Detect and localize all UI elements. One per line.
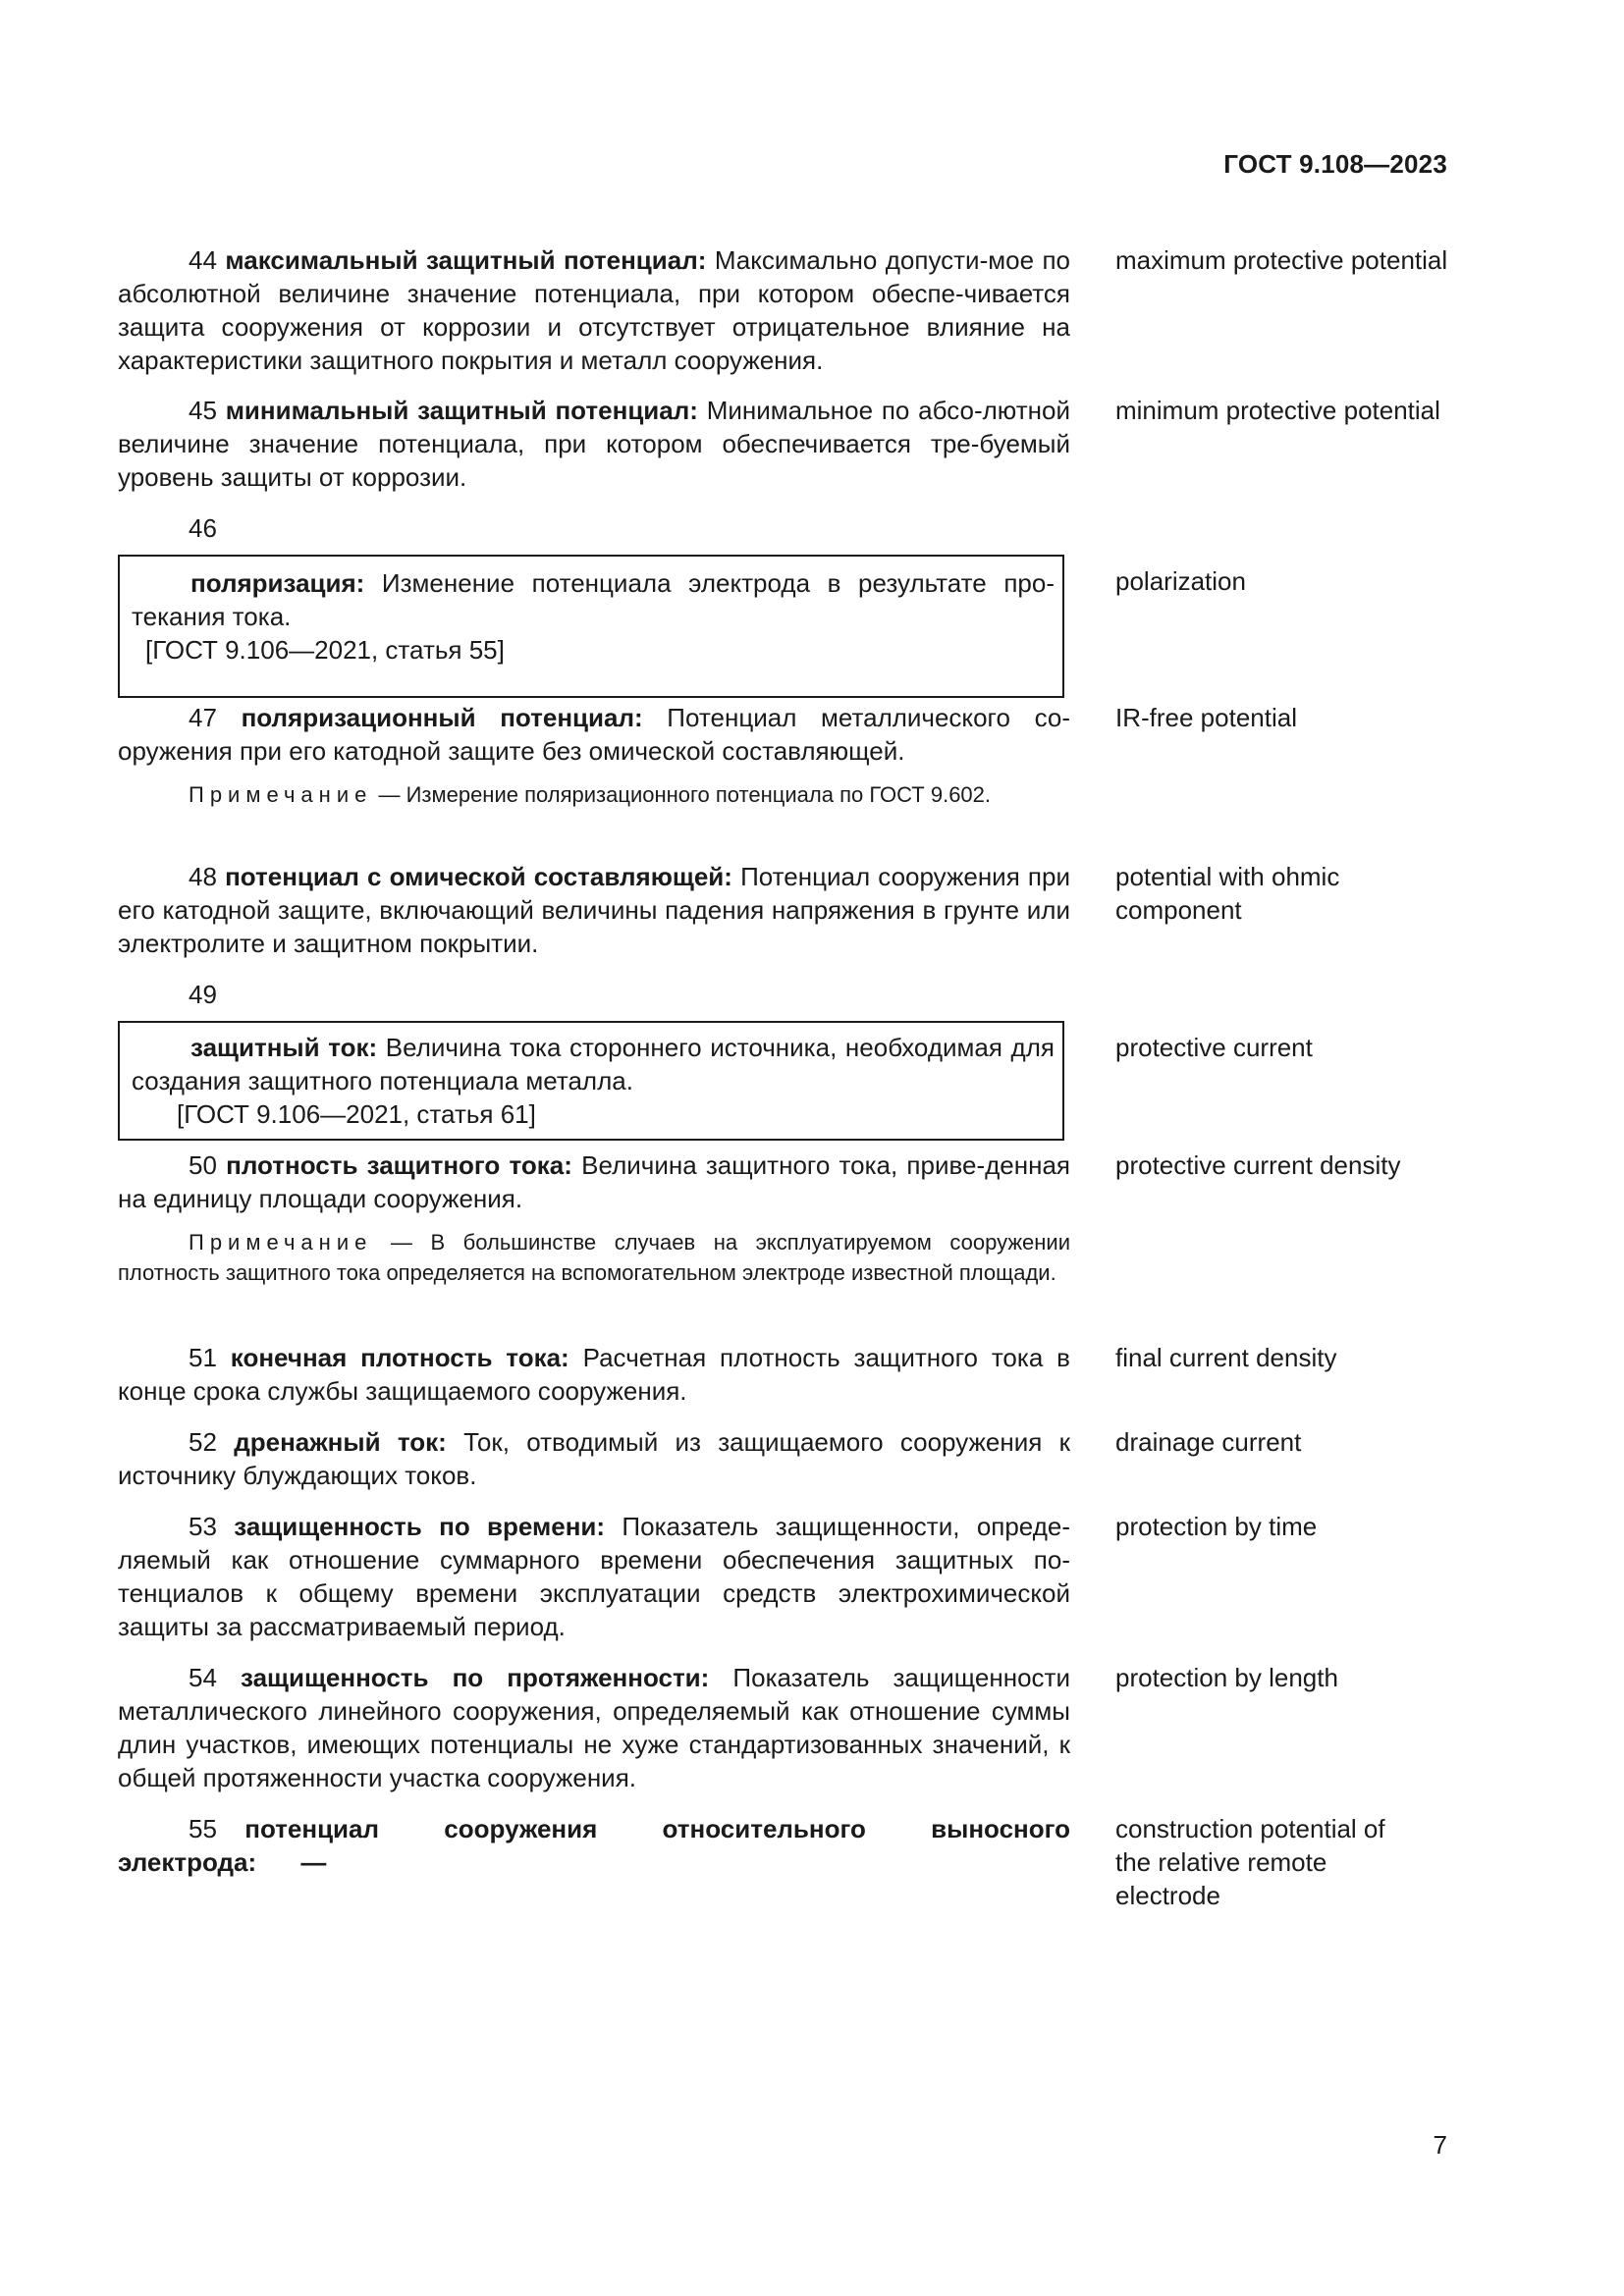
- definition-body: Показатель защищенности металлического линейного сооружения, определяемый как отношение суммы длин участков, имеющих потенциалы не хуже стандартизованных значений, к общей протяженности участка сооружения.: [118, 1663, 1070, 1792]
- definition-text: [118, 1341, 1070, 1408]
- term-title: защищенность по протяженности:: [241, 1663, 710, 1692]
- definition-body: Потенциал металлического со-оружения при его катодной защите без омической составляющей.: [118, 703, 1070, 766]
- definition-text: [118, 1812, 1070, 1879]
- source-reference: [ГОСТ 9.106—2021, статья 61]: [177, 1099, 536, 1129]
- term-title: потенциал сооружения относительного выносного электрода: —: [118, 1814, 1071, 1877]
- page-number: 7: [1433, 2130, 1447, 2160]
- term-title: конечная плотность тока:: [230, 1343, 569, 1372]
- definition-text: [118, 701, 1070, 768]
- english-equivalent: protection by time: [1115, 1512, 1318, 1541]
- term-title: максимальный защитный потенциал:: [225, 245, 707, 275]
- definition-body: Потенциал сооружения при его катодной защите, включающий величины падения напряжения в грунте или электролите и защитном покрытии.: [118, 862, 1070, 958]
- definition-text: [118, 1148, 1070, 1215]
- reference-term-box: [118, 1021, 1064, 1141]
- entry-number: 51: [189, 1343, 217, 1372]
- english-equivalent: construction potential of the relative remote electrode: [1115, 1814, 1385, 1910]
- entry-number: 47: [189, 703, 217, 732]
- english-equivalent: maximum protective potential: [1115, 245, 1448, 275]
- definition-text: [118, 394, 1070, 494]
- english-equivalent: protective current density: [1115, 1150, 1401, 1180]
- note-text: — В большинстве случаев на эксплуатируемом сооружении плотность защитного тока определяется на вспомогательном электроде известной площади.: [118, 1230, 1070, 1285]
- entry-number: 52: [189, 1427, 217, 1457]
- english-equivalent: drainage current: [1115, 1427, 1302, 1457]
- entry-number: 53: [189, 1512, 217, 1541]
- entry-number: 46: [189, 513, 217, 543]
- definition-text: [118, 860, 1070, 960]
- reference-term-box: [118, 555, 1064, 698]
- english-equivalent: protective current: [1115, 1033, 1313, 1062]
- english-equivalent: final current density: [1115, 1343, 1337, 1372]
- term-title: потенциал с омической составляющей:: [225, 862, 732, 891]
- english-equivalent: polarization: [1115, 566, 1246, 596]
- definition-text: [118, 1510, 1070, 1643]
- definition-body: Ток, отводимый из защищаемого сооружения к источнику блуждающих токов.: [118, 1427, 1070, 1490]
- source-reference: [ГОСТ 9.106—2021, статья 55]: [145, 635, 505, 665]
- definition-body: Максимально допусти-мое по абсолютной величине значение потенциала, при котором обеспе-чивается защита сооружения от коррозии и отсутствует отрицательное влияние на характеристики защитного покрытия и металл сооружения.: [118, 245, 1070, 375]
- document-code-header: ГОСТ 9.108—2023: [1223, 149, 1447, 179]
- definition-text: [132, 566, 1055, 667]
- definition-body: Расчетная плотность защитного тока в конце срока службы защищаемого сооружения.: [118, 1343, 1070, 1406]
- definition-body: Величина тока стороннего источника, необходимая для создания защитного потенциала металла.: [132, 1033, 1055, 1095]
- entry-number: 54: [189, 1663, 217, 1692]
- definition-body: Показатель защищенности, опреде-ляемый как отношение суммарного времени обеспечения защитных по-тенциалов к общему времени эксплуатации средств электрохимической защиты за рассматриваемый период.: [118, 1512, 1070, 1641]
- note-label: Примечание: [189, 1230, 373, 1255]
- definition-body: Минимальное по абсо-лютной величине значение потенциала, при котором обеспечивается тре-буемый уровень защиты от коррозии.: [118, 396, 1070, 492]
- entry-number: 48: [189, 862, 217, 891]
- definition-body: Величина защитного тока, приве-денная на единицу площади сооружения.: [118, 1150, 1071, 1213]
- term-title: защитный ток:: [190, 1033, 378, 1062]
- note: [118, 779, 1070, 810]
- english-equivalent: IR-free potential: [1115, 703, 1297, 732]
- entry-number: 49: [189, 980, 217, 1009]
- note-label: Примечание: [189, 782, 373, 807]
- entry-number: 50: [189, 1150, 217, 1180]
- term-title: защищенность по времени:: [234, 1512, 606, 1541]
- note: [118, 1227, 1070, 1288]
- english-equivalent: potential with ohmic component: [1115, 862, 1340, 925]
- term-title: поляризационный потенциал:: [241, 703, 643, 732]
- definition-text: [132, 1031, 1055, 1131]
- english-equivalent: protection by length: [1115, 1663, 1338, 1692]
- note-text: — Измерение поляризационного потенциала по ГОСТ 9.602.: [372, 782, 992, 807]
- entry-number: 44: [189, 245, 217, 275]
- term-title: дренажный ток:: [234, 1427, 447, 1457]
- term-title: поляризация:: [190, 568, 365, 598]
- entry-number: 45: [189, 396, 217, 425]
- definition-body: Изменение потенциала электрода в результате про-текания тока.: [132, 568, 1055, 631]
- english-equivalent: minimum protective potential: [1115, 396, 1440, 425]
- definition-text: [118, 243, 1070, 377]
- definition-text: [118, 1661, 1070, 1794]
- term-title: минимальный защитный потенциал:: [225, 396, 698, 425]
- definition-text: [118, 1425, 1070, 1492]
- term-title: плотность защитного тока:: [226, 1150, 572, 1180]
- entry-number: 55: [189, 1814, 217, 1843]
